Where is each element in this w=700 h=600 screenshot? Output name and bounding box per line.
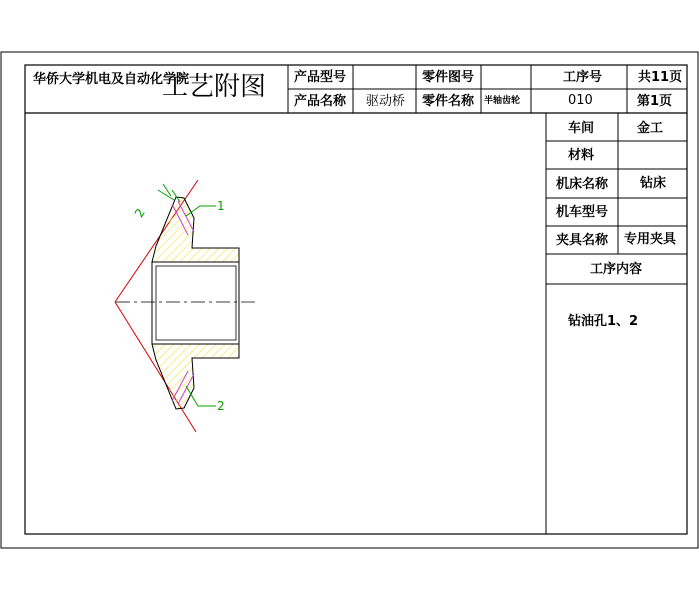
machine-name-value: 钻床 [640, 176, 667, 191]
process-no-value: 010 [568, 93, 593, 108]
process-no-label: 工序号 [563, 70, 603, 85]
process-content-label: 工序内容 [590, 262, 643, 277]
dimension-label: 2 [131, 206, 148, 220]
fixture-name-label: 夹具名称 [556, 233, 609, 248]
material-label: 材料 [568, 148, 595, 163]
workshop-label: 车间 [568, 121, 595, 136]
school-name: 华侨大学机电及自动化学院 [33, 72, 190, 87]
callout-label-2: 2 [217, 399, 225, 413]
fixture-name-value: 专用夹具 [624, 232, 677, 247]
callout-label-1: 1 [217, 199, 225, 213]
gear-bore [152, 262, 239, 344]
page-title: 工艺附图 [162, 72, 267, 102]
part-name-value: 半轴齿轮 [484, 96, 521, 106]
process-content-value: 钻油孔1、2 [568, 314, 639, 329]
machine-model-label: 机车型号 [556, 205, 609, 220]
machine-name-label: 机床名称 [556, 177, 609, 192]
dimension-line [158, 190, 174, 200]
gear-section-upper [152, 197, 239, 262]
product-model-label: 产品型号 [294, 70, 347, 85]
workshop-value: 金工 [637, 121, 664, 136]
product-name-value: 驱动桥 [366, 94, 406, 109]
part-name-label: 零件名称 [422, 94, 475, 109]
part-drawing-no-label: 零件图号 [422, 70, 475, 85]
product-name-label: 产品名称 [294, 94, 347, 109]
gear-section-lower [152, 344, 239, 409]
total-pages: 共11页 [638, 70, 683, 85]
page-no: 第1页 [637, 94, 673, 109]
